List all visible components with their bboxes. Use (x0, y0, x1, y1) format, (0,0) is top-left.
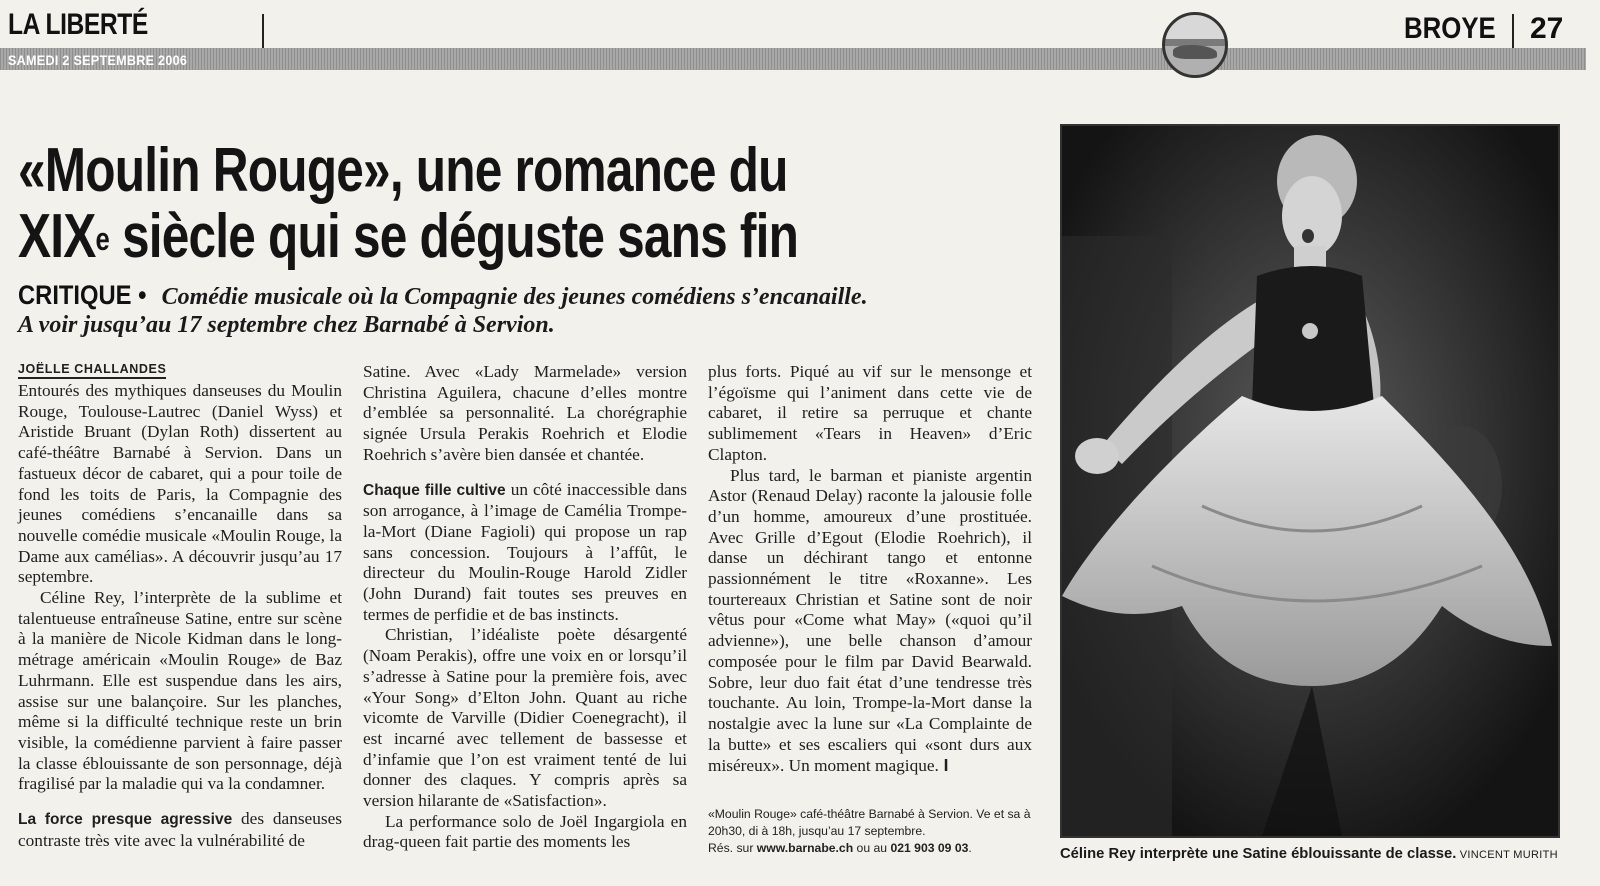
website-link[interactable]: www.barnabe.ch (756, 841, 854, 855)
paragraph: Christian, l’idéaliste poète désargenté (Noam Perakis), offre une voix en or lorsqu’il s’adresse à Satine pour la première fois, avec «Your Song» d’Elton John. Quant au riche vicomte de Varville (Didier Coenegracht), il est incarné avec tellement de bassesse et d’infamie que l’on est vraiment tenté de lui donner des claques. Y compris après sa version hilarante de «Satisfaction». (363, 625, 687, 811)
article-column-2 (363, 362, 687, 853)
event-info-line (708, 840, 1038, 857)
article-photo (1060, 124, 1560, 838)
paragraph-text: des danseuses contraste très vite avec la vulnérabilité de (18, 809, 342, 850)
kicker-text: A voir jusqu’au 17 septembre chez Barnabé à Servion. (18, 312, 555, 338)
photo-caption (1060, 844, 1570, 865)
kicker (18, 280, 868, 312)
info-text: ou au (853, 841, 891, 855)
lead-in: Chaque fille cultive (363, 481, 506, 499)
paragraph: Satine. Avec «Lady Marmelade» version Christina Aguilera, chacune d’elles montre d’emblée sa personnalité. La chorégraphie signée Ursula Perakis Roehrich et Elodie Roehrich s’avère bien dansée et chantée. (363, 362, 687, 464)
caption-text: Céline Rey interprète une Satine éblouissante de classe. (1060, 846, 1457, 862)
photo-credit: VINCENT MURITH (1456, 849, 1558, 861)
paragraph (363, 480, 687, 626)
headline-line: «Moulin Rouge», une romance du (18, 136, 788, 205)
article-column-1 (18, 358, 342, 851)
info-text: . (968, 841, 972, 855)
article-column-3 (708, 362, 1032, 777)
section-name: BROYE (1404, 12, 1496, 45)
kicker-label: CRITIQUE • (18, 280, 147, 310)
page-number: 27 (1530, 12, 1564, 45)
phone-number: 021 903 09 03 (890, 841, 969, 855)
headline-superscript: e (95, 221, 109, 257)
paragraph (708, 466, 1032, 778)
author-byline: JOËLLE CHALLANDES (18, 361, 166, 379)
headline-fragment: XIX (18, 202, 96, 271)
paragraph: Entourés des mythiques danseuses du Moulin Rouge, Toulouse-Lautrec (Daniel Wyss) et Aristide Bruant (Dylan Roth) dissertent au café-théâtre Barnabé à Servion. Dans un fastueux décor de cabaret, qui a pour toile de fond les toits de Paris, la Compagnie des jeunes comédiens s’encanaille dans sa nouvelle comédie musicale «Moulin Rouge, la Dame aux camélias». A découvrir jusqu’au 17 septembre. (18, 381, 342, 587)
paragraph-text: Plus tard, le barman et pianiste argentin Astor (Renaud Delay) raconte la jalousie folle d’un homme, amoureux d’une prostituée. Avec Grille d’Egout (Elodie Roehrich), il danse un déchirant tango et entonne passionnément le titre «Roxanne». Les tourtereaux Christian et Satine sont de noir vêtus pour «Come what May» («quoi qu’il advienne»), une belle chanson d’amour composée pour le film par David Bearwald. Sobre, leur duo fait état d’une tendresse très touchante. Au loin, Trompe-la-Mort danse la nostalgie avec la lune sur «La Complainte de la butte» et ses escaliers qui «sont durs aux miséreux». Un moment magique. (708, 465, 1032, 776)
end-of-article-mark: I (938, 755, 949, 776)
issue-date: SAMEDI 2 SEPTEMBRE 2006 (8, 52, 188, 68)
headline (18, 138, 850, 270)
paragraph-text: un côté inaccessible dans son arrogance, à l’image de Camélia Trompe-la-Mort (Diane Fagioli) qui propose un rap sans concession. Toujours à l’affût, le directeur du Moulin-Rouge Harold Zidler (John Durand) fait toutes ses preuves en termes de perfidie et de bas instincts. (363, 479, 687, 624)
info-text: Rés. sur (708, 841, 757, 855)
header-band (0, 48, 1586, 70)
header-divider (1512, 14, 1514, 48)
section-emblem-icon (1162, 12, 1228, 78)
headline-fragment: siècle qui se déguste sans fin (108, 202, 799, 271)
kicker (18, 310, 555, 342)
paragraph (18, 809, 342, 851)
paragraph: Céline Rey, l’interprète de la sublime et talentueuse entraîneuse Satine, entre sur scène à la manière de Nicole Kidman dans le long-métrage américain «Moulin Rouge» de Baz Luhrmann. Elle est suspendue dans les airs, assise sur une balançoire. Sur les planches, même si la difficulté technique reste un brin visible, la comédienne parvient à faire passer la classe éblouissante de son personnage, déjà fragilisé par la maladie qui va la condamner. (18, 588, 342, 794)
event-info (708, 806, 1038, 857)
kicker-text: Comédie musicale où la Compagnie des jeunes comédiens s’encanaille. (161, 284, 868, 310)
newspaper-name: LA LIBERTÉ (8, 8, 148, 41)
lead-in: La force presque agressive (18, 811, 233, 829)
paragraph: plus forts. Piqué au vif sur le mensonge et l’égoïsme qui l’animent dans cette vie de cabaret, il retire sa perruque et chante sublimement «Tears in Heaven» d’Eric Clapton. (708, 362, 1032, 464)
event-info-line: «Moulin Rouge» café-théâtre Barnabé à Servion. Ve et sa à 20h30, di à 18h, jusqu’au 17 septembre. (708, 807, 1031, 838)
paragraph: La performance solo de Joël Ingargiola en drag-queen fait partie des moments les (363, 811, 687, 852)
dancer-illustration (1062, 126, 1558, 836)
headline-line (18, 204, 850, 270)
